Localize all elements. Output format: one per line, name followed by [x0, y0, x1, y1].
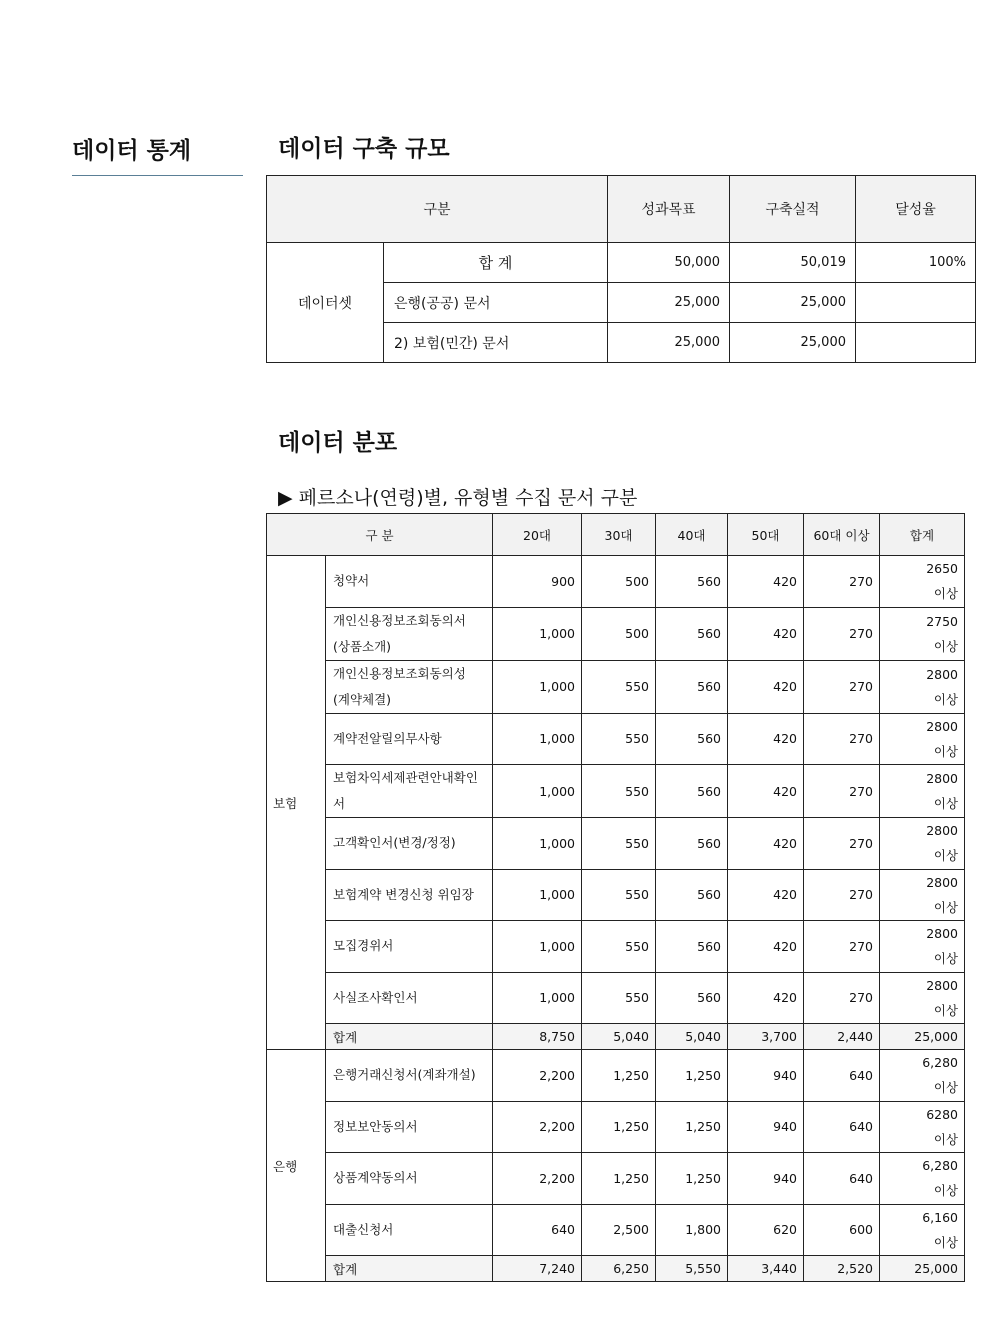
row-total-line: 이상 [933, 1080, 958, 1096]
row-label: 은행(공공) 문서 [384, 283, 608, 323]
row-total-line: 2750 [926, 613, 958, 629]
cell-value: 940 [728, 1101, 804, 1153]
cell-value: 270 [804, 972, 880, 1024]
sum-value: 6,250 [582, 1256, 656, 1282]
row-total [880, 1101, 965, 1153]
row-total-line: 이상 [933, 1234, 958, 1250]
row-total-line: 6,280 [922, 1055, 958, 1071]
cell-value: 560 [656, 921, 728, 973]
row-total [880, 713, 965, 765]
cell-value: 1,250 [656, 1101, 728, 1153]
cell-value: 420 [728, 818, 804, 870]
sum-total: 25,000 [880, 1256, 965, 1282]
document-name [326, 660, 493, 713]
document-name [326, 1050, 493, 1102]
cell-value: 2,200 [493, 1101, 582, 1153]
sum-total: 25,000 [880, 1024, 965, 1050]
sum-label: 합계 [326, 1256, 493, 1282]
document-name [326, 556, 493, 608]
cell-value: 940 [728, 1153, 804, 1205]
cell-value: 560 [656, 713, 728, 765]
row-total-line: 2800 [926, 977, 958, 993]
row-total [880, 869, 965, 921]
cell-value: 940 [728, 1050, 804, 1102]
row-total [880, 607, 965, 660]
table-row [267, 1153, 965, 1205]
cell-value: 420 [728, 972, 804, 1024]
header-category: 구분 [267, 176, 608, 243]
row-total-line: 이상 [933, 743, 958, 759]
row-total [880, 972, 965, 1024]
table-row [267, 765, 965, 818]
sum-value: 3,440 [728, 1256, 804, 1282]
table-row [267, 607, 965, 660]
cell-value: 270 [804, 713, 880, 765]
cell-value: 420 [728, 921, 804, 973]
cell-value: 560 [656, 660, 728, 713]
cell-value: 500 [582, 556, 656, 608]
row-total-line: 6,160 [922, 1209, 958, 1225]
document-name-line: 개인신용정보조회동의성 [333, 665, 466, 681]
header-rate: 달성율 [856, 176, 976, 243]
cell-value: 560 [656, 869, 728, 921]
cell-value: 620 [728, 1204, 804, 1256]
cell-value: 1,000 [493, 713, 582, 765]
cell-value: 1,800 [656, 1204, 728, 1256]
cell-value: 270 [804, 660, 880, 713]
section-subtitle: ▶ 페르소나(연령)별, 유형별 수집 문서 구분 [278, 487, 638, 509]
cell-value: 420 [728, 556, 804, 608]
header-30s: 30대 [582, 514, 656, 556]
cell-value: 1,000 [493, 972, 582, 1024]
document-name [326, 1101, 493, 1153]
document-name [326, 1153, 493, 1205]
sum-value: 2,440 [804, 1024, 880, 1050]
cell-value: 270 [804, 818, 880, 870]
row-total-line: 6280 [926, 1106, 958, 1122]
cell-value: 2,200 [493, 1050, 582, 1102]
row-target: 25,000 [608, 323, 730, 363]
sum-value: 5,040 [656, 1024, 728, 1050]
cell-value: 560 [656, 607, 728, 660]
header-category: 구 분 [267, 514, 493, 556]
table-row [267, 869, 965, 921]
row-actual: 50,019 [730, 243, 856, 283]
document-name-line: 계약전알릴의무사항 [333, 730, 442, 746]
row-rate [856, 283, 976, 323]
document-name-line: 대출신청서 [333, 1221, 394, 1237]
cell-value: 270 [804, 607, 880, 660]
category-label: 보험 [267, 556, 326, 1050]
category-label: 은행 [267, 1050, 326, 1282]
table-row [267, 1050, 965, 1102]
row-total [880, 818, 965, 870]
row-total-line: 2800 [926, 926, 958, 942]
cell-value: 1,000 [493, 660, 582, 713]
row-total [880, 1050, 965, 1102]
document-name-line: 정보보안동의서 [333, 1118, 418, 1134]
cell-value: 1,250 [656, 1153, 728, 1205]
document-name [326, 921, 493, 973]
cell-value: 1,000 [493, 765, 582, 818]
row-total-line: 2800 [926, 874, 958, 890]
row-target: 25,000 [608, 283, 730, 323]
row-total [880, 921, 965, 973]
row-total [880, 1204, 965, 1256]
header-actual: 구축실적 [730, 176, 856, 243]
table-row [267, 556, 965, 608]
cell-value: 2,200 [493, 1153, 582, 1205]
document-name-line: 개인신용정보조회동의서 [333, 612, 466, 628]
sum-value: 7,240 [493, 1256, 582, 1282]
table-row [267, 972, 965, 1024]
cell-value: 500 [582, 607, 656, 660]
cell-value: 270 [804, 765, 880, 818]
document-name [326, 972, 493, 1024]
document-name-line: 서 [333, 796, 346, 811]
row-total-line: 이상 [933, 1002, 958, 1018]
sum-row [267, 1256, 965, 1282]
cell-value: 600 [804, 1204, 880, 1256]
cell-value: 550 [582, 869, 656, 921]
cell-value: 420 [728, 713, 804, 765]
row-actual: 25,000 [730, 323, 856, 363]
row-total-line: 2800 [926, 823, 958, 839]
document-name [326, 607, 493, 660]
cell-value: 640 [493, 1204, 582, 1256]
document-name-line: (계약체결) [333, 691, 392, 707]
row-total-line: 2800 [926, 718, 958, 734]
cell-value: 270 [804, 556, 880, 608]
cell-value: 1,250 [582, 1050, 656, 1102]
cell-value: 640 [804, 1153, 880, 1205]
table-row [267, 921, 965, 973]
row-total-line: 이상 [933, 1131, 958, 1147]
group-label: 데이터셋 [267, 243, 384, 363]
header-total: 합계 [880, 514, 965, 556]
cell-value: 1,250 [656, 1050, 728, 1102]
document-name-line: 사실조사확인서 [333, 989, 418, 1005]
table-row [267, 1101, 965, 1153]
cell-value: 420 [728, 660, 804, 713]
cell-value: 420 [728, 869, 804, 921]
row-total [880, 765, 965, 818]
cell-value: 2,500 [582, 1204, 656, 1256]
document-name [326, 869, 493, 921]
distribution-table [266, 513, 965, 1282]
sum-value: 2,520 [804, 1256, 880, 1282]
table-header-row [267, 176, 976, 243]
cell-value: 550 [582, 818, 656, 870]
cell-value: 1,250 [582, 1101, 656, 1153]
row-rate: 100% [856, 243, 976, 283]
cell-value: 560 [656, 972, 728, 1024]
document-name-line: 보험계약 변경신청 위임장 [333, 886, 474, 902]
row-total-line: 이상 [933, 848, 958, 864]
cell-value: 420 [728, 765, 804, 818]
row-total-line: 이상 [933, 951, 958, 967]
cell-value: 550 [582, 660, 656, 713]
document-name-line: 청약서 [333, 573, 370, 589]
row-total-line: 이상 [933, 1183, 958, 1199]
row-total-line: 2800 [926, 771, 958, 786]
document-name-line: 상품계약동의서 [333, 1170, 418, 1186]
row-total-line: 이상 [933, 899, 958, 915]
header-20s: 20대 [493, 514, 582, 556]
cell-value: 270 [804, 921, 880, 973]
cell-value: 900 [493, 556, 582, 608]
document-name [326, 765, 493, 818]
sum-value: 5,550 [656, 1256, 728, 1282]
cell-value: 1,250 [582, 1153, 656, 1205]
cell-value: 1,000 [493, 607, 582, 660]
row-total-line: 이상 [933, 638, 958, 654]
table-row [267, 243, 976, 283]
cell-value: 550 [582, 972, 656, 1024]
document-name-line: (상품소개) [333, 638, 392, 654]
row-target: 50,000 [608, 243, 730, 283]
cell-value: 1,000 [493, 818, 582, 870]
document-name-line: 모집경위서 [333, 938, 394, 954]
cell-value: 560 [656, 765, 728, 818]
header-target: 성과목표 [608, 176, 730, 243]
sum-row [267, 1024, 965, 1050]
row-total [880, 556, 965, 608]
cell-value: 550 [582, 713, 656, 765]
document-name [326, 713, 493, 765]
cell-value: 420 [728, 607, 804, 660]
table-row [267, 713, 965, 765]
document-name [326, 1204, 493, 1256]
sum-value: 5,040 [582, 1024, 656, 1050]
row-actual: 25,000 [730, 283, 856, 323]
document-name-line: 은행거래신청서(계좌개설) [333, 1067, 476, 1083]
sidebar-title: 데이터 통계 [72, 138, 192, 164]
document-name-line: 보험차익세제관련안내확인 [333, 770, 478, 785]
document-name-line: 고객확인서(변경/정정) [333, 835, 456, 851]
row-label: 합 계 [384, 243, 608, 283]
table-header-row [267, 514, 965, 556]
row-label: 2) 보험(민간) 문서 [384, 323, 608, 363]
sum-value: 8,750 [493, 1024, 582, 1050]
cell-value: 1,000 [493, 921, 582, 973]
row-total-line: 2650 [926, 561, 958, 577]
header-40s: 40대 [656, 514, 728, 556]
cell-value: 640 [804, 1050, 880, 1102]
row-total-line: 이상 [933, 796, 958, 811]
row-total [880, 1153, 965, 1205]
table-row [267, 818, 965, 870]
row-total-line: 6,280 [922, 1158, 958, 1174]
cell-value: 270 [804, 869, 880, 921]
header-60s: 60대 이상 [804, 514, 880, 556]
section-title-distribution: 데이터 분포 [278, 430, 398, 456]
row-rate [856, 323, 976, 363]
row-total-line: 이상 [933, 586, 958, 602]
sidebar-divider [72, 175, 243, 176]
sum-label: 합계 [326, 1024, 493, 1050]
row-total-line: 2800 [926, 666, 958, 682]
table-row [267, 660, 965, 713]
cell-value: 560 [656, 818, 728, 870]
document-name [326, 818, 493, 870]
table-row [267, 1204, 965, 1256]
sum-value: 3,700 [728, 1024, 804, 1050]
cell-value: 550 [582, 921, 656, 973]
row-total [880, 660, 965, 713]
section-title-scale: 데이터 구축 규모 [278, 136, 450, 162]
header-50s: 50대 [728, 514, 804, 556]
cell-value: 550 [582, 765, 656, 818]
cell-value: 1,000 [493, 869, 582, 921]
cell-value: 560 [656, 556, 728, 608]
data-scale-table [266, 175, 976, 363]
row-total-line: 이상 [933, 691, 958, 707]
cell-value: 640 [804, 1101, 880, 1153]
